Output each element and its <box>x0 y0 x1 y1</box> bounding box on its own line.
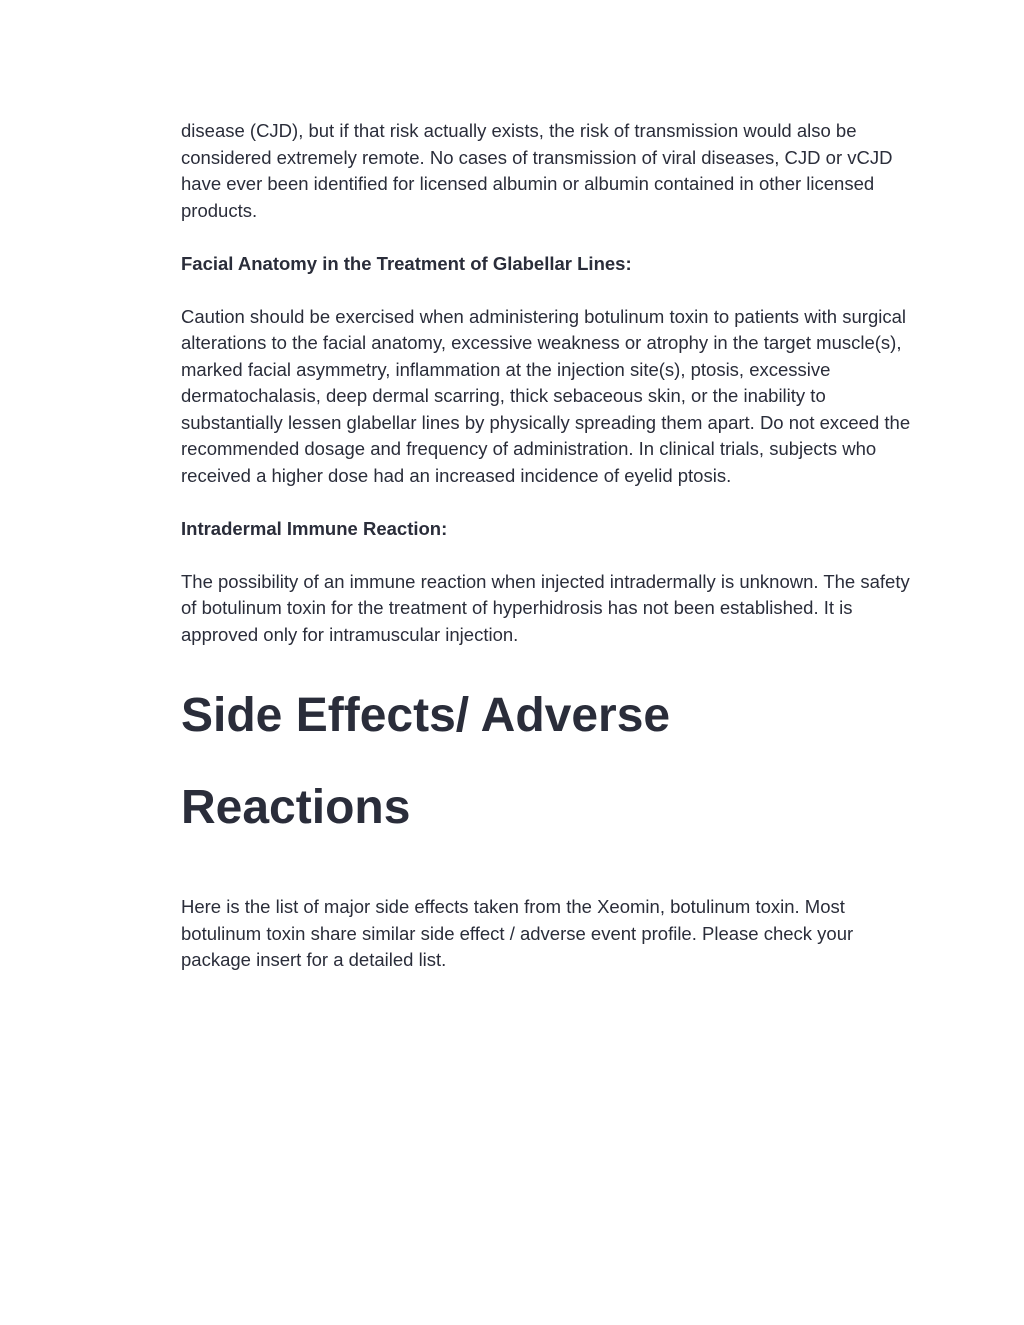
intro-paragraph: disease (CJD), but if that risk actually exists, the risk of transmission would also be considered extremely remote. No cases of transmission of viral diseases, CJD or vCJD have ever been identified for licensed albumin or albumin contained in other licensed products. <box>181 120 893 221</box>
side-effects-paragraph: Here is the list of major side effects taken from the Xeomin, botulinum toxin. Most botulinum toxin share similar side effect / adverse event profile. Please check your package insert for a detailed list. <box>181 896 854 970</box>
immune-reaction-heading: Intradermal Immune Reaction: <box>181 517 448 539</box>
facial-anatomy-paragraph: Caution should be exercised when administering botulinum toxin to patients with surgical alterations to the facial anatomy, excessive weakness or atrophy in the target muscle(s), marked facial asymmetry, inflammation at the injection site(s), ptosis, excessive dermatochalasis, deep dermal scarring, thick sebaceous skin, or the inability to substantially lessen glabellar lines by physically spreading them apart. Do not exceed the recommended dosage and frequency of administration. In clinical trials, subjects who received a higher dose had an increased incidence of eyelid ptosis. <box>181 305 911 486</box>
immune-reaction-paragraph: The possibility of an immune reaction when injected intradermally is unknown. The safety of botulinum toxin for the treatment of hyperhidrosis has not been established. It is approved only for intramuscular injection. <box>181 570 910 645</box>
document-page <box>181 118 911 974</box>
facial-anatomy-heading: Facial Anatomy in the Treatment of Glabellar Lines: <box>181 252 632 274</box>
section-title: Side Effects/ Adverse Reactions <box>181 689 671 834</box>
